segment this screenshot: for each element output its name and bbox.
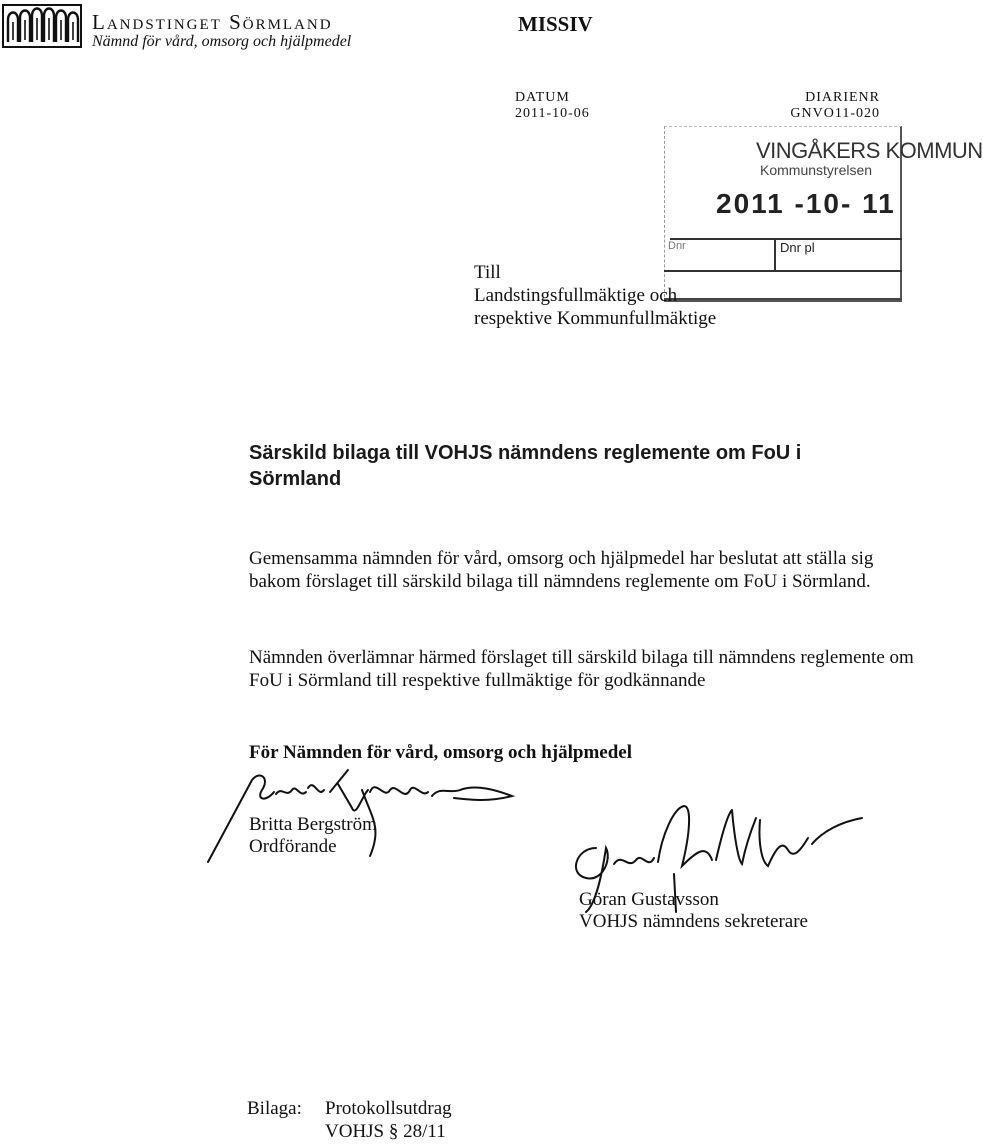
stamp-divider (664, 298, 902, 300)
stamp-municipality: VINGÅKERS KOMMUN (756, 138, 983, 163)
stamp-divider (664, 270, 902, 272)
closing-line: För Nämnden för vård, omsorg och hjälpmedel (249, 742, 632, 763)
document-type: MISSIV (518, 12, 593, 36)
subject-heading: Särskild bilaga till VOHJS nämndens reglemente om FoU i Sörmland (249, 442, 802, 490)
recipient-line-1: Landstingsfullmäktige och (474, 285, 678, 306)
signatory-1-title: Ordförande (249, 836, 337, 857)
body-paragraph-1: Gemensamma nämnden för vård, omsorg och hjälpmedel har beslutat att ställa sig bakom förslaget till särskild bilaga till nämndens reglemente om FoU i Sörmland. (249, 548, 874, 592)
stamp-date: 2011 -10- 11 (716, 188, 896, 219)
body-paragraph-2: Nämnden överlämnar härmed förslaget till särskild bilaga till nämndens reglemente om FoU i Sörmland till respektive fullmäktige för godkännande (249, 647, 914, 691)
stamp-divider (774, 238, 776, 270)
received-stamp (664, 126, 983, 302)
organization-name: Landstinget Sörmland (92, 10, 333, 34)
signatory-1-name: Britta Bergström (249, 814, 377, 835)
recipient-line-2: respektive Kommunfullmäktige (474, 308, 717, 329)
attachment-line-1: Protokollsutdrag (325, 1098, 452, 1119)
attachment-label: Bilaga: (247, 1098, 302, 1119)
diarienr-label: DIARIENR (805, 90, 880, 105)
stamp-department: Kommunstyrelsen (760, 162, 873, 178)
recipient-till: Till (474, 262, 501, 283)
signatory-2-name: Göran Gustavsson (579, 889, 719, 910)
date-label: DATUM (515, 90, 570, 105)
date-value: 2011-10-06 (515, 106, 590, 121)
diarienr-value: GNVO11-020 (790, 106, 880, 121)
stamp-dnr-pl-label: Dnr pl (780, 240, 815, 255)
attachment-line-2: VOHJS § 28/11 (325, 1121, 446, 1142)
signatory-2-title: VOHJS nämndens sekreterare (579, 911, 808, 932)
landsting-crown-logo-icon (2, 4, 82, 48)
stamp-dnr-label: Dnr (668, 240, 686, 252)
organization-subtitle: Nämnd för vård, omsorg och hjälpmedel (92, 33, 352, 50)
